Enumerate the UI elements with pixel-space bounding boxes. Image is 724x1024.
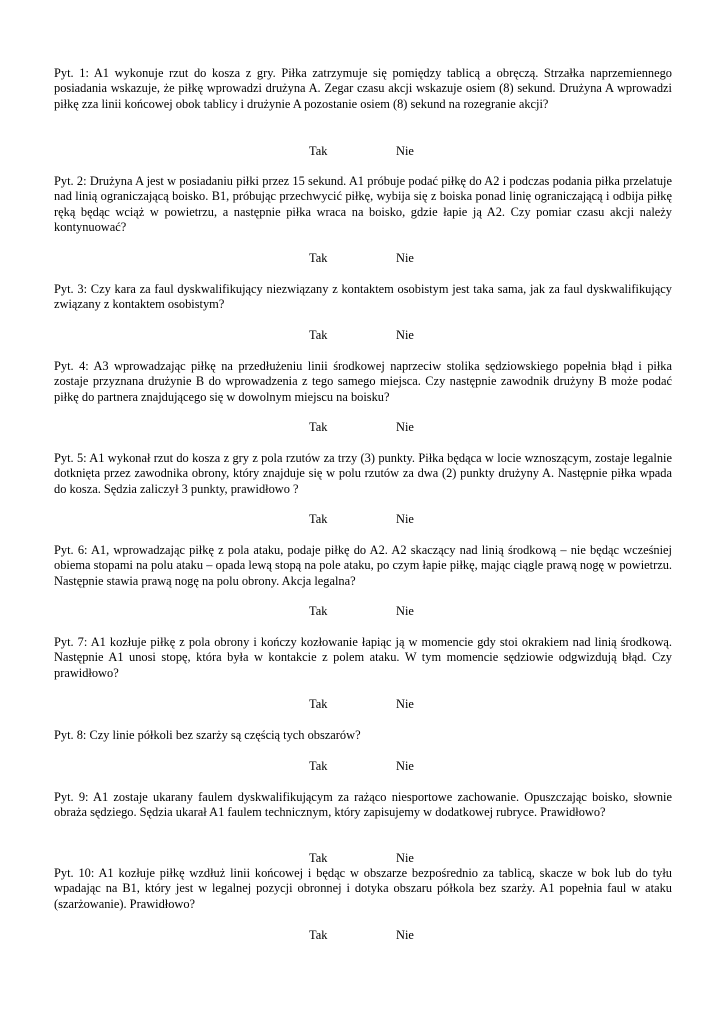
answer-yes: Tak: [309, 512, 328, 526]
answer-row-7: [0, 697, 724, 713]
answer-no: Nie: [396, 928, 414, 942]
answer-yes: Tak: [309, 328, 328, 342]
answer-row-1: [0, 144, 724, 160]
answer-yes: Tak: [309, 144, 328, 158]
question-5: Pyt. 5: A1 wykonał rzut do kosza z gry z pola rzutów za trzy (3) punkty. Piłka będąca w locie wznoszącym, zostaje legalnie dotknięta przez zawodnika obrony, który znajduje się w polu rzutów za dwa (2) punkty drużyny A. Następnie piłka wpada do kosza. Sędzia zaliczył 3 punkty, prawidłowo ?: [54, 451, 672, 496]
answer-no: Nie: [396, 851, 414, 865]
answer-row-3: [0, 328, 724, 344]
question-3: Pyt. 3: Czy kara za faul dyskwalifikujący niezwiązany z kontaktem osobistym jest taka sama, jak za faul dyskwalifikujący związany z kontaktem osobistym?: [54, 282, 672, 312]
answer-yes: Tak: [309, 604, 328, 618]
answer-row-8: [0, 759, 724, 775]
answer-row-6: [0, 604, 724, 620]
answer-no: Nie: [396, 420, 414, 434]
answer-yes: Tak: [309, 420, 328, 434]
answer-row-10: [0, 928, 724, 944]
answer-yes: Tak: [309, 697, 328, 711]
question-7: Pyt. 7: A1 kozłuje piłkę z pola obrony i kończy kozłowanie łapiąc ją w momencie gdy stoi okrakiem nad linią środkową. Następnie A1 unosi stopę, która była w kontakcie z polem ataku. W tym momencie sędziowie odgwizdują błąd. Czy prawidłowo?: [54, 635, 672, 680]
question-10: Pyt. 10: A1 kozłuje piłkę wzdłuż linii końcowej i będąc w obszarze bezpośrednio za tablicą, skacze w bok lub do tyłu wpadając na B1, który jest w legalnej pozycji obronnej i dotyka obszaru półkola bez szarży. A1 popełnia faul w ataku (szarżowanie). Prawidłowo?: [54, 866, 672, 911]
answer-yes: Tak: [309, 251, 328, 265]
answer-yes: Tak: [309, 759, 328, 773]
answer-row-9: [0, 851, 724, 867]
answer-no: Nie: [396, 759, 414, 773]
answer-yes: Tak: [309, 928, 328, 942]
answer-no: Nie: [396, 604, 414, 618]
question-2: Pyt. 2: Drużyna A jest w posiadaniu piłki przez 15 sekund. A1 próbuje podać piłkę do A2 i podczas podania piłka przelatuje nad linią ograniczającą boisko. B1, próbując przechwycić piłkę, wybija się z boiska ponad linię ograniczającą i odbija piłkę ręką będąc wciąż w powietrzu, a następnie piłka wraca na boisko, gdzie łapie ją A2. Czy pomiar czasu akcji należy kontynuować?: [54, 174, 672, 235]
answer-yes: Tak: [309, 851, 328, 865]
question-4: Pyt. 4: A3 wprowadzając piłkę na przedłużeniu linii środkowej naprzeciw stolika sędziowskiego popełnia błąd i piłka zostaje przyznana drużynie B do wprowadzenia z tego samego miejsca. Czy następnie zawodnik drużyny B może podać piłkę do partnera znajdującego się w dowolnym miejscu na boisku?: [54, 359, 672, 404]
answer-no: Nie: [396, 697, 414, 711]
answer-no: Nie: [396, 251, 414, 265]
answer-row-2: [0, 251, 724, 267]
answer-row-4: [0, 420, 724, 436]
question-8: Pyt. 8: Czy linie półkoli bez szarży są częścią tych obszarów?: [54, 728, 361, 742]
answer-row-5: [0, 512, 724, 528]
answer-no: Nie: [396, 144, 414, 158]
question-6: Pyt. 6: A1, wprowadzając piłkę z pola ataku, podaje piłkę do A2. A2 skaczący nad linią środkową – nie będąc wcześniej obiema stopami na polu ataku – opada lewą stopą na pole ataku, po czym łapie piłkę, mając ciągle prawą nogę w powietrzu. Następnie stawia prawą nogę na polu obrony. Akcja legalna?: [54, 543, 672, 588]
question-9: Pyt. 9: A1 zostaje ukarany faulem dyskwalifikującym za rażąco niesportowe zachowanie. Opuszczając boisko, słownie obraża sędziego. Sędzia ukarał A1 faulem technicznym, który zapisujemy w dodatkowej rubryce. Prawidłowo?: [54, 790, 672, 820]
answer-no: Nie: [396, 512, 414, 526]
answer-no: Nie: [396, 328, 414, 342]
question-1: Pyt. 1: A1 wykonuje rzut do kosza z gry. Piłka zatrzymuje się pomiędzy tablicą a obręczą. Strzałka naprzemiennego posiadania wskazuje, że piłkę wprowadzi drużyna A. Zegar czasu akcji wskazuje osiem (8) sekund. Drużyna A wprowadzi piłkę zza linii końcowej obok tablicy i drużynie A pozostanie osiem (8) sekund na rozegranie akcji?: [54, 66, 672, 111]
